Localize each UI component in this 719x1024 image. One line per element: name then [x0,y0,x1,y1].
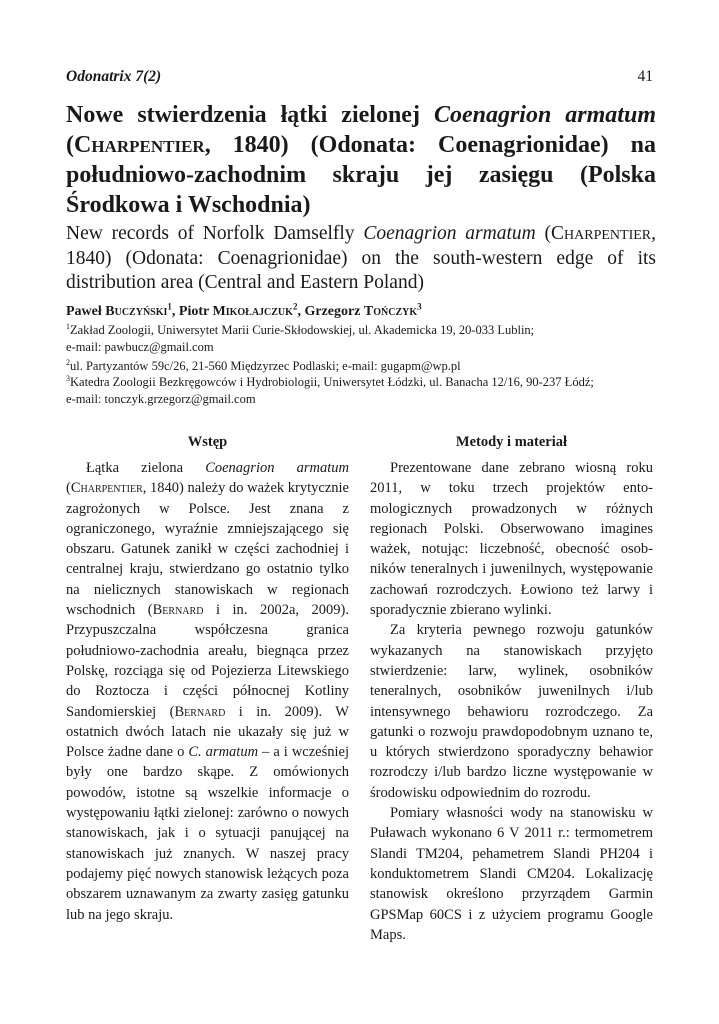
citation-author: Bernard [152,602,204,619]
text-run: i in. 2009). W ostatnich dwóch latach nie ukazały się już w Polsce żadne dane o [66,703,349,761]
title-pl-text: , 1840) (Odonata: Coenagrionidae) na południowo-zachodnim skraju jej zasięgu (Polska Środkowa i Wschodnia) [66,132,656,218]
author-affil-mark: 3 [417,301,422,312]
author-separator: , [297,304,305,319]
author-last-name: Tończyk [363,304,418,319]
citation-author: Charpentier [70,480,143,497]
title-pl-text: Nowe stwierdzenia łątki zielonej [66,102,434,128]
text-run: ( [66,480,71,497]
species-name: Coenagrion armatum [205,460,349,476]
title-en-text: , 1840) (Odonata: Coenagrionidae) on the south-western edge of its distribution area (Central and Eastern Poland) [66,223,656,293]
affil-mark: 2 [66,357,70,367]
title-polish [66,100,656,220]
text-run: i in. 2002a, 2009). Przypuszczalna współczesna granica południowo-zachodnia areału, biegnąca przez Polskę, rozciąga się od Pojezierza Litewskiego do Roztocza i części północnej Kotliny Sandomierskiej ( [66,602,349,720]
author-first-name: Paweł [66,304,106,319]
author-last-name: Mikołajczuk [212,304,293,319]
title-english [66,222,656,296]
author-separator: , [171,304,179,319]
author-affil-mark: 1 [167,301,172,312]
page-number: 41 [637,68,653,85]
running-header [66,68,653,88]
author [66,301,179,319]
citation-author: Bernard [174,703,226,720]
title-en-text: New records of Norfolk Damselfly [66,223,364,244]
text-run: , 1840) należy do ważek krytycznie zagrożonych w Polsce. Jest znana z ograniczonego, wyraźnie zmniejszającego się obszaru. Gatunek zanikł w części zachodniej i centralnej kraju, stwierdzano go ostatnio tylko na nielicznych stanowiskach w regionach wschodnich ( [66,480,349,619]
methods-paragraph-2: Za kryteria pewnego rozwoju gatunków wykazanych na stanowiskach przyjęto stwierdzenie: larw, wylinek, osobników teneralnych, osobników juwenilnych i/lub intensywnego behawioru rozrodczego. Za gatunki o rozwoju prawdopodobnym uznano te, u których stwierdzono sporadyczny behawior rozrodczy i/lub bardzo liczne występowanie w środowisku odpowiednim do rozrodu. [370,622,653,801]
methods-paragraph-1: Prezentowane dane zebrano wiosną roku 2011, w toku trzech projektów entomologicznych prowadzonych w różnych regionach Polski. Obserwowano imagines ważek, notując: liczebność, obecność osobników teneralnych i juwenilnych, występowanie zachowań rozrodczych. Łowiono też larwy i sporadycznie zbierano wylinki. [370,460,653,619]
affil-text: ul. Partyzantów 59c/26, 21-560 Międzyrzec Podlaski; e-mail: gugapm@wp.pl [70,359,461,373]
affil-text: Zakład Zoologii, Uniwersytet Marii Curie-Skłodowskiej, ul. Akademicka 19, 20-033 Lublin; [70,323,535,337]
author [178,301,305,319]
author-last-name: Buczyński [105,304,168,319]
intro-section [66,432,349,925]
author-first-name: Grzegorz [304,304,364,319]
section-heading: Metody i materiał [455,434,568,450]
affil-email: e-mail: pawbucz@gmail.com [66,340,214,354]
text-run: – a i wcześniej były one bardzo skąpe. Z omówionych powodów, istotne są wszelkie informacje o występowaniu łątki zielonej: zarówno o nowych stanowiskach, jak i o sytuacji panującej na stanowiskach już znanych. W naszej pracy podajemy pięć nowych stanowisk leżących poza obszarem uznawanym za zwarty zasięg gatunku lub na jego skraju. [66,744,349,923]
affiliation-3 [66,374,656,408]
methods-paragraph-3: Pomiary własności wody na stanowisku w Puławach wykonano 6 V 2011 r.: termometrem Slandi TM204, pehametrem Slandi PH204 i konduktometrem Slandi CM204. Lokalizację stanowisk określono przyrządem Garmin GPSMap 60CS i z użyciem programu Google Maps. [370,805,653,943]
affil-mark: 3 [66,373,70,383]
affil-mark: 1 [66,321,70,331]
title-pl-author: Charpentier [74,132,205,158]
author-first-name: Piotr [178,304,213,319]
title-en-author: Charpentier [551,223,652,244]
affil-email: e-mail: tonczyk.grzegorz@gmail.com [66,392,256,406]
intro-paragraph [66,458,349,925]
text-run: Łątka zielona [86,460,206,476]
title-en-species: Coenagrion armatum [363,223,536,244]
species-name: C. armatum [188,744,259,761]
title-pl-text: ( [66,132,74,158]
methods-section [370,432,653,945]
author-list [66,303,656,321]
journal-name: Odonatrix 7(2) [66,68,162,85]
author [304,301,422,319]
title-en-text: ( [535,223,551,244]
affiliation-2 [66,358,656,375]
affiliation-1 [66,322,656,356]
affil-text: Katedra Zoologii Bezkręgowców i Hydrobiologii, Uniwersytet Łódzki, ul. Banacha 12/16, 90-237 Łódź; [70,375,594,389]
section-heading: Wstęp [187,434,228,450]
author-affil-mark: 2 [292,301,298,312]
title-pl-species: Coenagrion armatum [433,102,656,128]
